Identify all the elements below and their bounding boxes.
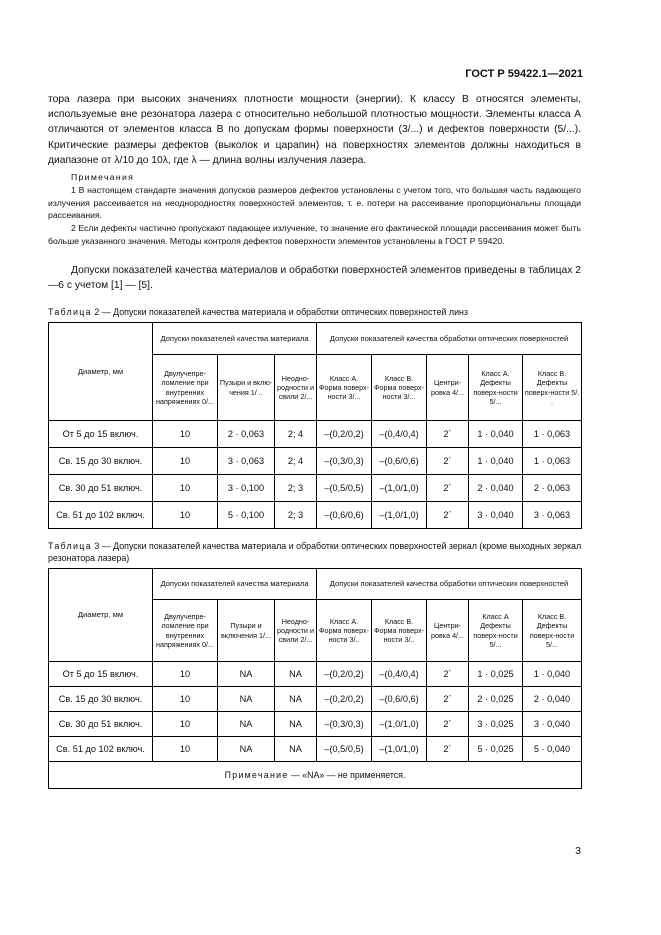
table-cell: Св. 15 до 30 включ.	[49, 448, 153, 475]
table-cell: От 5 до 15 включ.	[49, 662, 153, 687]
table3-note	[49, 762, 582, 789]
table-cell: NA	[275, 662, 317, 687]
table-row	[49, 662, 582, 687]
table-cell: 2´	[427, 502, 469, 529]
table2-header-processing: Допуски показателей качества обработки оптических поверхностей	[317, 323, 582, 355]
table-row	[49, 475, 582, 502]
table-cell: –(0,2/0,2)	[317, 662, 372, 687]
table-cell: NA	[218, 737, 275, 762]
table-cell: –(0,3/0,3)	[317, 712, 372, 737]
table-cell: 10	[153, 475, 218, 502]
table-cell: От 5 до 15 включ.	[49, 421, 153, 448]
table3-subheader: Класс В. Дефекты поверх-ности 5/...	[523, 600, 582, 662]
table3-header-diameter: Диаметр, мм	[49, 569, 153, 662]
table-cell: 2; 4	[275, 448, 317, 475]
table-row	[49, 502, 582, 529]
table-cell: NA	[275, 737, 317, 762]
table2-subheader: Двулучепре-ломление при внутренних напряжениях 0/...	[153, 355, 218, 421]
table3-subheader: Неодно-родности и свили 2/...	[275, 600, 317, 662]
table-cell: 3 · 0,063	[218, 448, 275, 475]
table-cell: 3 · 0,100	[218, 475, 275, 502]
table-row	[49, 687, 582, 712]
table-cell: 5 · 0,100	[218, 502, 275, 529]
table3-note-word: Примечание	[224, 770, 289, 780]
table-cell: 3 · 0,040	[523, 712, 582, 737]
table-cell: 10	[153, 712, 218, 737]
notes-title: Примечания	[71, 172, 135, 182]
table-cell: 1 · 0,040	[469, 421, 523, 448]
table-cell: Св. 15 до 30 включ.	[49, 687, 153, 712]
table2-subheader: Пузыри и вклю-чения 1/ ..	[218, 355, 275, 421]
table-cell: NA	[275, 687, 317, 712]
table-cell: 2´	[427, 737, 469, 762]
table3-header-processing: Допуски показателей качества обработки оптических поверхностей	[317, 569, 582, 600]
table-cell: –(0,4/0,4)	[372, 421, 427, 448]
table-cell: –(0,6/0,6)	[372, 687, 427, 712]
table-cell: Св. 51 до 102 включ.	[49, 737, 153, 762]
table-cell: –(1,0/1,0)	[372, 737, 427, 762]
table-cell: –(0,6/0,6)	[317, 502, 372, 529]
note-2: 2 Если дефекты частично пропускают падающее излучение, то значение его фактической площади рассеивания может быть больше указанного значения. Методы контроля дефектов поверхности элементов установлены в ГОСТ Р 59420.	[48, 223, 581, 246]
table-cell: 2´	[427, 421, 469, 448]
table3-subheader: Класс А. Форма поверх-ности 3/..	[317, 600, 372, 662]
table2-subheader: Центри-ровка 4/...	[427, 355, 469, 421]
table-cell: 10	[153, 421, 218, 448]
table-cell: –(0,5/0,5)	[317, 475, 372, 502]
table2-subheader: Класс А. Форма поверх-ности 3/...	[317, 355, 372, 421]
table-cell: 2 · 0,040	[469, 475, 523, 502]
table-cell: NA	[218, 687, 275, 712]
table-cell: –(0,4/0,4)	[372, 662, 427, 687]
table3-subheader: Пузыри и включения 1/...	[218, 600, 275, 662]
table-cell: –(1,0/1,0)	[372, 502, 427, 529]
table3-caption-text: 3 — Допуски показателей качества материала и обработки оптических поверхностей зеркал (кроме выходных зеркал резонатора лазера)	[48, 541, 582, 563]
table-cell: 2 · 0,025	[469, 687, 523, 712]
table-cell: 2 · 0,063	[218, 421, 275, 448]
table-cell: 3 · 0,063	[523, 502, 582, 529]
document-header-id: ГОСТ Р 59422.1—2021	[465, 68, 583, 80]
table-cell: NA	[218, 712, 275, 737]
table-cell: 2´	[427, 687, 469, 712]
table2	[48, 322, 582, 529]
table-cell: 10	[153, 502, 218, 529]
table2-caption	[48, 307, 588, 319]
table3	[48, 568, 582, 789]
table-cell: 1 · 0,063	[523, 448, 582, 475]
table-cell: –(1,0/1,0)	[372, 712, 427, 737]
table-cell: 2´	[427, 475, 469, 502]
table-cell: NA	[218, 662, 275, 687]
table3-subheader: Класс А Дефекты поверх-ности 5/...	[469, 600, 523, 662]
table-cell: Св. 30 до 51 включ.	[49, 475, 153, 502]
table-cell: 10	[153, 662, 218, 687]
tables-paragraph: Допуски показателей качества материалов и обработки поверхностей элементов приведены в таблицах 2—6 с учетом [1] — [5].	[48, 265, 581, 292]
table2-caption-word: Таблица	[48, 307, 92, 317]
table-cell: –(0,5/0,5)	[317, 737, 372, 762]
table-row	[49, 448, 582, 475]
table-cell: Св. 51 до 102 включ.	[49, 502, 153, 529]
table-cell: 1 · 0,063	[523, 421, 582, 448]
table-cell: –(0,6/0,6)	[372, 448, 427, 475]
table-cell: 2´	[427, 712, 469, 737]
table-cell: 2; 3	[275, 475, 317, 502]
table2-header-material: Допуски показателей качества материала	[153, 323, 317, 355]
table-row	[49, 712, 582, 737]
table-cell: 1 · 0,040	[469, 448, 523, 475]
table-cell: 10	[153, 448, 218, 475]
note-1: 1 В настоящем стандарте значения допусков размеров дефектов установлены с учетом того, что большая часть падающего излучения рассеивается на неоднородностях поверхностей элементов, т. е. потери на рассеивание пропорциональны площади рассеивания.	[48, 185, 581, 221]
table2-subheader: Класс В. Форма поверх-ности 3/...	[372, 355, 427, 421]
table3-header-material: Допуски показателей качества материала	[153, 569, 317, 600]
table-cell: –(0,2/0,2)	[317, 687, 372, 712]
table-row	[49, 737, 582, 762]
table2-header-diameter: Диаметр, мм	[49, 323, 153, 421]
table3-note-text: — «NA» — не применяется.	[288, 770, 406, 780]
table3-subheader: Класс В. Форма поверх-ности 3/..	[372, 600, 427, 662]
table-cell: 2 · 0,040	[523, 687, 582, 712]
table-cell: 2; 3	[275, 502, 317, 529]
table3-note-row	[49, 762, 582, 789]
table-cell: –(0,2/0,2)	[317, 421, 372, 448]
table-cell: 10	[153, 687, 218, 712]
table-cell: –(1,0/1,0)	[372, 475, 427, 502]
table3-subheader: Центри-ровка 4/...	[427, 600, 469, 662]
table2-subheader: Класс В. Дефекты поверх-ности 5/. .	[523, 355, 582, 421]
intro-paragraph: тора лазера при высоких значениях плотности мощности (энергии). К классу В относятся элементы, используемые вне резонатора лазера с относительно небольшой плотностью мощности. Элементы класса А отличаются от элементов класса В по допускам формы поверхности (3/...) и дефектов поверхности (5/...). Критические размеры дефектов (выколок и царапин) на поверхностях элементов должны находиться в диапазоне от λ/10 до 10λ, где λ — длина волны излучения лазера.	[48, 94, 581, 166]
table-row	[49, 421, 582, 448]
table-cell: 1 · 0,040	[523, 662, 582, 687]
table2-caption-text: 2 — Допуски показателей качества материала и обработки оптических поверхностей линз	[91, 307, 468, 317]
table-cell: 1 · 0,025	[469, 662, 523, 687]
table-cell: 5 · 0,040	[523, 737, 582, 762]
table3-caption	[48, 541, 588, 564]
table-cell: 3 · 0,025	[469, 712, 523, 737]
table2-subheader: Класс А. Дефекты поверх-ности 5/...	[469, 355, 523, 421]
table-cell: 2´	[427, 448, 469, 475]
table3-subheader: Двулучепре-ломление при внутренних напряжениях 0/...	[153, 600, 218, 662]
table-cell: 2 · 0,063	[523, 475, 582, 502]
table-cell: 3 · 0,040	[469, 502, 523, 529]
table-cell: 2; 4	[275, 421, 317, 448]
table2-subheader: Неодно-родности и свили 2/...	[275, 355, 317, 421]
table-cell: Св. 30 до 51 включ.	[49, 712, 153, 737]
table-cell: 10	[153, 737, 218, 762]
table3-caption-word: Таблица	[48, 541, 92, 551]
table-cell: 2´	[427, 662, 469, 687]
table-cell: –(0,3/0,3)	[317, 448, 372, 475]
table-cell: NA	[275, 712, 317, 737]
table-cell: 5 · 0,025	[469, 737, 523, 762]
page-number: 3	[575, 845, 581, 857]
